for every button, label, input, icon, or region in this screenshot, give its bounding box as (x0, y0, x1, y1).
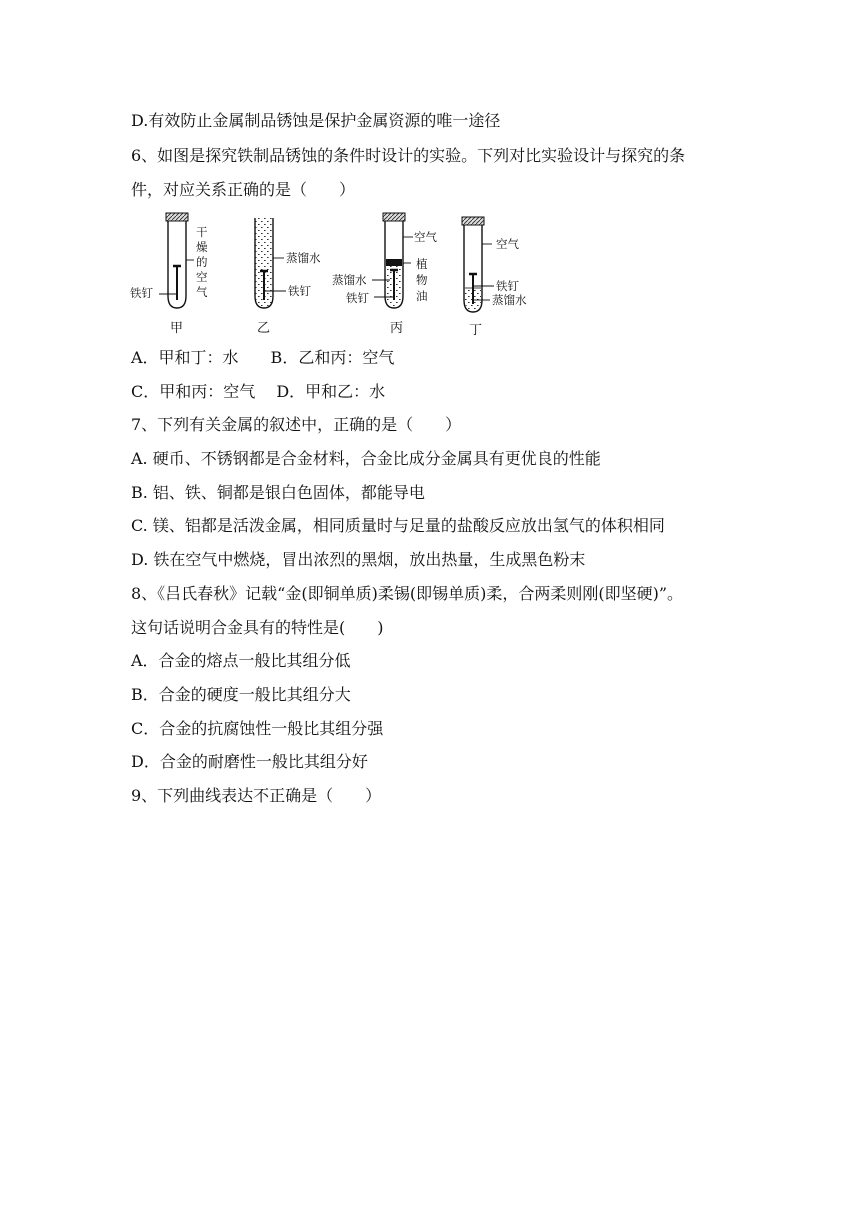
svg-text:植: 植 (416, 257, 428, 271)
svg-text:的: 的 (196, 255, 208, 269)
svg-text:气: 气 (196, 285, 208, 299)
option-line: B. 铝、铁、铜都是银白色固体，都能导电 (131, 483, 425, 502)
option-line: C. 镁、铝都是活泼金属，相同质量时与足量的盐酸反应放出氢气的体积相同 (131, 516, 665, 535)
tube-ding (462, 217, 527, 338)
question-text-line: D.有效防止金属制品锈蚀是保护金属资源的唯一途径 (131, 111, 501, 130)
svg-text:物: 物 (416, 273, 428, 287)
option-line: A．甲和丁：水 B．乙和丙：空气 (131, 348, 395, 367)
option-line: D. 铁在空气中燃烧，冒出浓烈的黑烟，放出热量，生成黑色粉末 (131, 550, 586, 569)
option-line: C．合金的抗腐蚀性一般比其组分强 (131, 719, 384, 738)
svg-text:干: 干 (196, 225, 208, 239)
test-tube-figure (128, 208, 548, 340)
question-text-line: 这句话说明合金具有的特性是( ) (131, 618, 384, 637)
option-line: D．合金的耐磨性一般比其组分好 (131, 752, 368, 771)
question-text-line: 8、《吕氏春秋》记载“金(即铜单质)柔锡(即锡单质)柔，合两柔则刚(即坚硬)”。 (131, 584, 683, 603)
svg-text:燥: 燥 (196, 240, 208, 254)
tube-caption: 甲 (170, 321, 184, 336)
question-text-line: 件，对应关系正确的是（ ） (131, 180, 356, 199)
svg-text:蒸馏水: 蒸馏水 (286, 251, 321, 265)
svg-text:铁钉: 铁钉 (288, 284, 311, 298)
svg-text:空气: 空气 (414, 230, 437, 244)
tube-caption: 丁 (469, 323, 483, 338)
svg-text:空气: 空气 (496, 237, 519, 251)
svg-text:蒸馏水: 蒸馏水 (492, 293, 527, 307)
tube-caption: 丙 (390, 321, 404, 336)
tube-caption: 乙 (257, 321, 271, 336)
svg-text:铁钉: 铁钉 (346, 291, 369, 305)
svg-text:铁钉: 铁钉 (496, 279, 519, 293)
question-text-line: 7、下列有关金属的叙述中，正确的是（ ） (131, 415, 462, 434)
question-text-line: 6、如图是探究铁制品锈蚀的条件时设计的实验。下列对比实验设计与探究的条 (131, 146, 686, 165)
tube-jia (130, 213, 208, 336)
svg-text:油: 油 (416, 289, 428, 303)
svg-text:空: 空 (196, 270, 208, 284)
tube-bing (332, 213, 437, 336)
question-text-line: 9、下列曲线表达不正确是（ ） (131, 786, 382, 805)
svg-text:蒸馏水: 蒸馏水 (332, 273, 367, 287)
option-line: A. 硬币、不锈钢都是合金材料，合金比成分金属具有更优良的性能 (131, 449, 601, 468)
option-line: B．合金的硬度一般比其组分大 (131, 685, 351, 704)
option-line: A．合金的熔点一般比其组分低 (131, 651, 351, 670)
tube-yi (255, 218, 321, 336)
option-line: C．甲和丙：空气 D．甲和乙：水 (131, 382, 386, 401)
svg-text:铁钉: 铁钉 (130, 286, 153, 300)
